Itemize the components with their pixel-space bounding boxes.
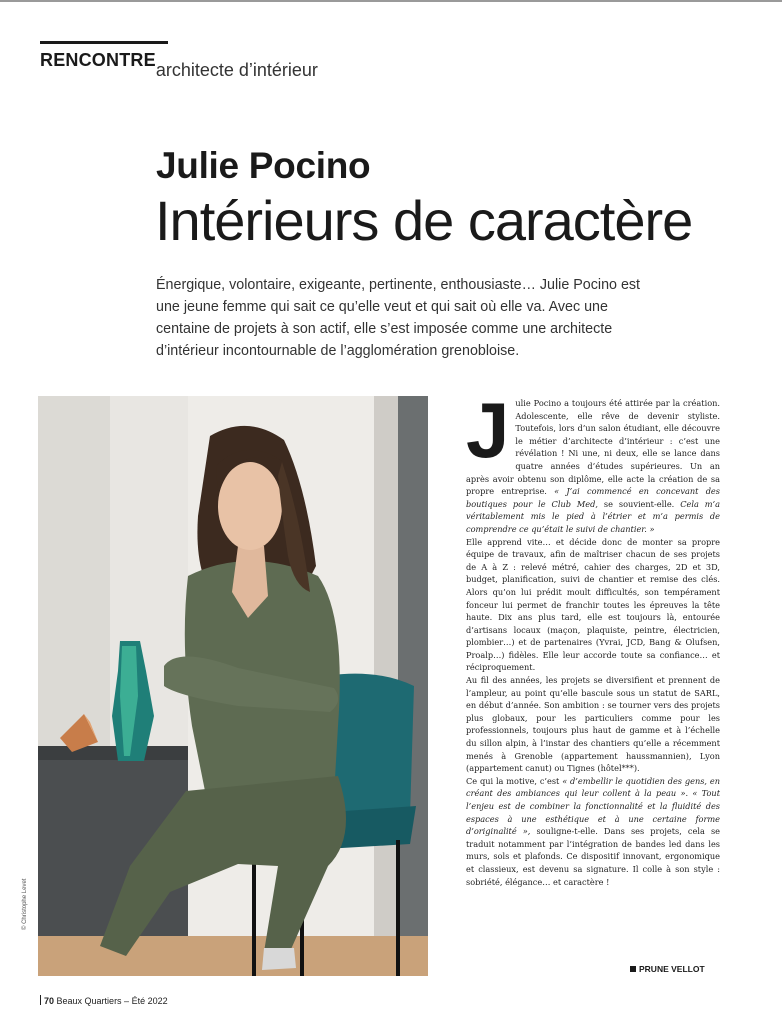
article-paragraph-3: Au fil des années, les projets se diversifient et prennent de l’ampleur, au point qu’elle bascule sous un statut de SARL, en début d’année. Son ambition : se tourner vers des projets plus globaux, pour les particuliers comme pour les professionnels, toujours plus haut de gamme et à l’échelle du sillon alpin, à l’instar des chantiers qu’elle a récemment menés à Grenoble (appartement haussmannien), Lyon (appartement canut) ou Tignes (hôtel***). bbox=[466, 675, 720, 774]
p4-text: Ce qui la motive, c’est bbox=[466, 775, 563, 786]
page-footer bbox=[40, 995, 168, 1006]
top-rule bbox=[0, 0, 782, 2]
portrait-photo bbox=[38, 396, 428, 976]
author-signature bbox=[630, 964, 705, 974]
headline: Intérieurs de caractère bbox=[155, 189, 693, 252]
signature-square-icon bbox=[630, 966, 636, 972]
photo-credit: © Christophe Levet bbox=[22, 878, 28, 930]
section-rubric bbox=[40, 50, 318, 80]
drop-cap: J bbox=[466, 386, 510, 474]
p1-quote-2: Cela m’a véritablement mis le pied à l’étrier et m’a permis de comprendre ce qu’était le suivi de chantier. » bbox=[466, 498, 721, 534]
p4-quote: « d’embellir le quotidien des gens, en créant des ambiances qui leur collent à la peau ». « Tout l’enjeu est de combiner la fonctionnalité et la fluidité des espaces à une esthétique et à une certaine forme d’originalité », bbox=[466, 775, 720, 837]
p1-text: ulie Pocino a toujours été attirée par la création. Adolescente, elle rêve de devenir styliste. Toutefois, lors d’un salon étudiant, elle découvre le métier d’architecte d’intérieur : c’est une révélation ! Ni une, ni deux, elle se lance dans quatre années d’études supérieures. Un an après avoir obtenu son diplôme, elle acte la création de sa propre entreprise. bbox=[466, 398, 720, 497]
page-number: 70 bbox=[44, 996, 55, 1006]
p1-quote: « J’ai commencé en concevant des boutiques pour le Club Med, bbox=[466, 486, 720, 509]
article-body bbox=[466, 386, 721, 888]
magazine-issue: Beaux Quartiers – Été 2022 bbox=[56, 996, 168, 1006]
article-paragraph-1 bbox=[466, 386, 721, 536]
footer-separator bbox=[40, 995, 41, 1005]
section-sublabel: architecte d’intérieur bbox=[155, 60, 318, 80]
author-name: PRUNE VELLOT bbox=[639, 964, 705, 974]
section-bar bbox=[40, 41, 168, 44]
p4-text-b: souligne-t-elle. Dans ses projets, cela se traduit notamment par l’intégration de bandes led dans les murs, sols et plafonds. Ce dispositif innovant, ergonomique et classieux, est devenu sa signature. Il colle à son style : sobriété, élégance… et caractère ! bbox=[466, 826, 720, 887]
person-name: Julie Pocino bbox=[156, 145, 371, 186]
section-label: RENCONTRE bbox=[40, 50, 156, 70]
article-paragraph-2: Elle apprend vite… et décide donc de monter sa propre équipe de travaux, afin de maîtriser chacun de ses projets de A à Z : relevé métré, cahier des charges, 2D et 3D, budget, planification, suivi de chantier et remise des clés. Alors qu’on lui prédit moult difficultés, son tempérament fonceur lui permet de franchir toutes les épreuves la tête haute. Dix ans plus tard, elle est toujours là, entourée d’artisans locaux (maçon, plaquiste, peintre, électricien, plombier…) et de partenaires (Yvrai, JCD, Bang & Olufsen, Proalp…) fidèles. Elle leur accorde toute sa confiance… et réciproquement. bbox=[466, 536, 720, 673]
article-paragraph-4 bbox=[466, 775, 720, 888]
p1-text-b: se souvient-elle. bbox=[603, 498, 681, 509]
lead-paragraph: Énergique, volontaire, exigeante, pertinente, enthousiaste… Julie Pocino est une jeune femme qui sait ce qu’elle veut et qui sait où elle va. Avec une centaine de projets à son actif, elle s’est imposée comme une architecte d’intérieur incontournable de l’agglomération grenobloise. bbox=[156, 277, 641, 359]
